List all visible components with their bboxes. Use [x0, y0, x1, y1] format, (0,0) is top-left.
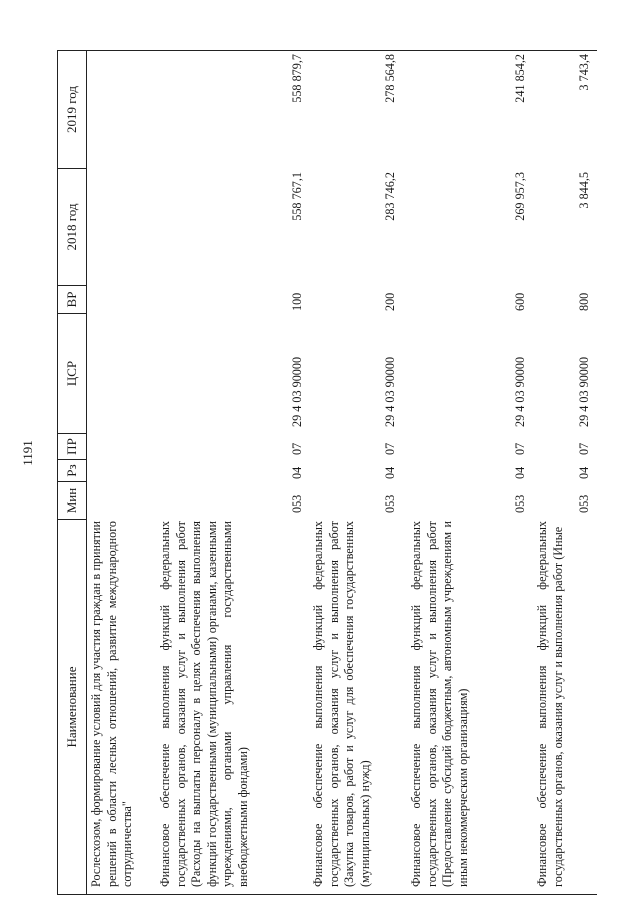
row-name: Финансовое обеспечение выполнения функций федеральных государственных органов, оказания услуг и выполнения работ (Закупка товаров, работ и услуг для обеспечения государственных (муниципальных) нужд): [311, 521, 372, 887]
cell-rz: 04: [383, 466, 398, 479]
cell-2018: 3 844,5: [577, 172, 592, 209]
cell-2018: 283 746,2: [383, 172, 398, 221]
cell-2018: 269 957,3: [513, 172, 528, 221]
cell-vr: 800: [577, 292, 592, 311]
header-2019: 2019 год: [57, 50, 87, 168]
cell-2019: 241 854,2: [513, 54, 528, 103]
cell-csr: 29 4 03 90000: [513, 356, 528, 427]
table-row: [535, 50, 593, 895]
cell-pr: 07: [290, 442, 305, 455]
cell-csr: 29 4 03 90000: [290, 356, 305, 427]
header-csr: ЦСР: [57, 313, 87, 433]
table-row: [311, 50, 399, 895]
cell-2019: 558 879,7: [290, 54, 305, 103]
page-number: 1191: [20, 440, 35, 466]
cell-pr: 07: [513, 442, 528, 455]
header-name: Наименование: [57, 519, 87, 895]
table-row: [158, 50, 306, 895]
row-name: Финансовое обеспечение выполнения функций федеральных государственных органов, оказания услуг и выполнения работ (Расходы на выплаты персоналу в целях обеспечения выполнения функций государственными (муниципальными) органами, казенными учреждениями, органами управления государственными внебюджетными фондами): [158, 521, 250, 887]
header-pr: ПР: [57, 433, 87, 459]
table-row: [89, 50, 151, 895]
row-name: Финансовое обеспечение выполнения функций федеральных государственных органов, оказания услуг и выполнения работ (Иные: [535, 521, 565, 887]
header-min: Мин: [57, 481, 87, 519]
header-rz: Рз: [57, 459, 87, 481]
cell-min: 053: [513, 494, 528, 513]
cell-min: 053: [290, 494, 305, 513]
cell-rz: 04: [290, 466, 305, 479]
budget-table: [57, 50, 597, 895]
cell-rz: 04: [577, 466, 592, 479]
cell-rz: 04: [513, 466, 528, 479]
header-vr: ВР: [57, 285, 87, 313]
cell-vr: 100: [290, 292, 305, 311]
cell-vr: 600: [513, 292, 528, 311]
cell-pr: 07: [577, 442, 592, 455]
table-row: [409, 50, 529, 895]
cell-min: 053: [383, 494, 398, 513]
cell-2019: 278 564,8: [383, 54, 398, 103]
cell-2018: 558 767,1: [290, 172, 305, 221]
cell-2019: 3 743,4: [577, 54, 592, 91]
header-2018: 2018 год: [57, 168, 87, 285]
cell-csr: 29 4 03 90000: [577, 356, 592, 427]
cell-pr: 07: [383, 442, 398, 455]
cell-vr: 200: [383, 292, 398, 311]
row-name: Рослесхозом, формирование условий для участия граждан в принятии решений в области лесных отношений, развитие международного сотрудничества": [89, 521, 135, 887]
cell-min: 053: [577, 494, 592, 513]
row-name: Финансовое обеспечение выполнения функций федеральных государственных органов, оказания услуг и выполнения работ (Предоставление субсидий бюджетным, автономным учреждениям и иным некоммерческим организациям): [409, 521, 470, 887]
cell-csr: 29 4 03 90000: [383, 356, 398, 427]
